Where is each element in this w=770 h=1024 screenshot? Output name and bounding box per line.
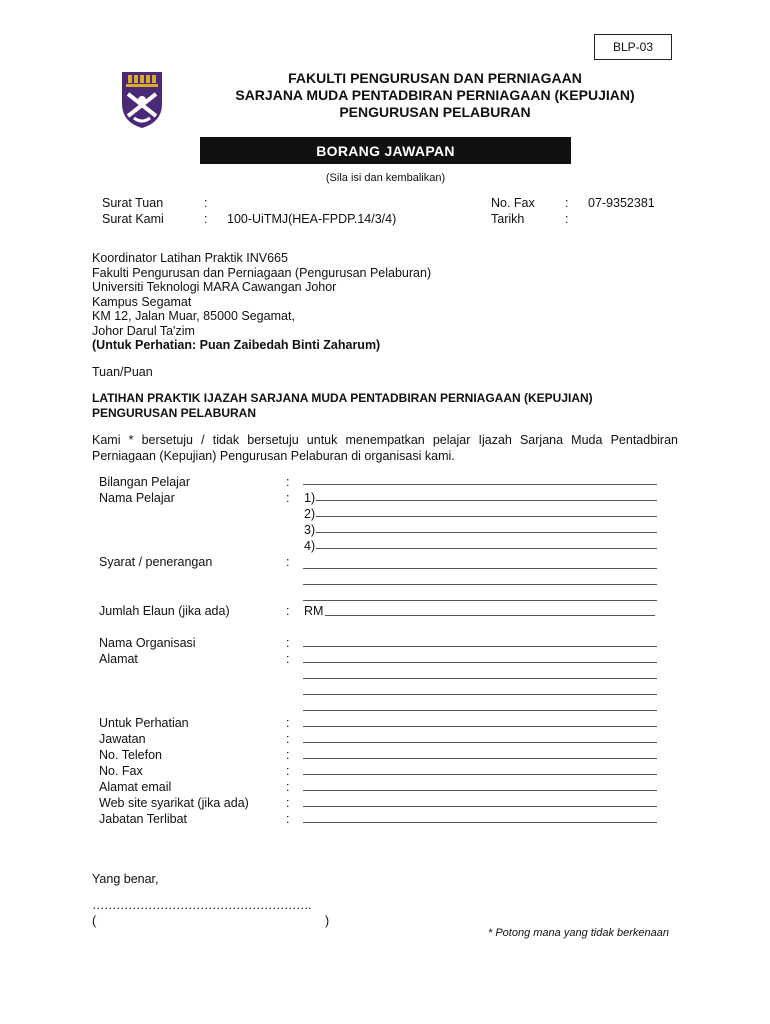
colon: : (286, 764, 290, 778)
nama-organisasi-label: Nama Organisasi (99, 636, 196, 650)
bilangan-label: Bilangan Pelajar (99, 475, 191, 489)
instruction-text: (Sila isi dan kembalikan) (325, 172, 446, 184)
subject-heading (92, 391, 593, 420)
alamat-input[interactable] (303, 652, 657, 663)
form-code: BLP-03 (612, 40, 654, 54)
subject-line: LATIHAN PRAKTIK IJAZAH SARJANA MUDA PENTADBIRAN PERNIAGAAN (KEPUJIAN) (92, 391, 593, 405)
colon: : (286, 812, 290, 826)
colon: : (565, 212, 569, 226)
jawatan-input[interactable] (303, 732, 657, 743)
colon: : (286, 475, 290, 489)
address-line: Kampus Segamat (92, 294, 192, 309)
student-number: 3) (304, 523, 316, 537)
colon: : (565, 196, 569, 210)
colon: : (286, 604, 290, 618)
student-number: 2) (304, 507, 316, 521)
recipient-address (92, 251, 431, 353)
student-name-input[interactable] (316, 522, 657, 533)
fax-label: No. Fax (491, 196, 535, 210)
program-subtitle: PENGURUSAN PELABURAN (339, 104, 531, 120)
colon: : (204, 212, 208, 226)
colon: : (286, 780, 290, 794)
name-close-paren: ) (325, 914, 330, 928)
alamat-label: Alamat (99, 652, 138, 666)
footnote: * Potong mana yang tidak berkenaan (488, 927, 670, 939)
elaun-label: Jumlah Elaun (jika ada) (99, 604, 230, 618)
alamat-input[interactable] (303, 684, 657, 695)
website-label: Web site syarikat (jika ada) (99, 796, 249, 810)
colon: : (286, 636, 290, 650)
fax-value: 07-9352381 (588, 196, 655, 210)
surat-kami-label: Surat Kami (102, 212, 164, 226)
uitm-logo (120, 70, 164, 130)
elaun-input[interactable] (325, 605, 655, 616)
alamat-input[interactable] (303, 700, 657, 711)
signature-line[interactable]: ………………………………………………. (92, 898, 311, 912)
student-name-input[interactable] (316, 506, 657, 517)
jabatan-label: Jabatan Terlibat (99, 812, 188, 826)
email-label: Alamat email (99, 780, 172, 794)
student-name-input[interactable] (316, 538, 657, 549)
student-number: 4) (304, 539, 316, 553)
jabatan-input[interactable] (303, 812, 657, 823)
jawatan-label: Jawatan (99, 732, 146, 746)
syarat-label: Syarat / penerangan (99, 555, 213, 569)
syarat-input[interactable] (303, 574, 657, 585)
address-line: Universiti Teknologi MARA Cawangan Johor (92, 280, 337, 294)
form-title: BORANG JAWAPAN (316, 142, 455, 159)
subject-line: PENGURUSAN PELABURAN (92, 405, 257, 420)
telefon-input[interactable] (303, 748, 657, 759)
nama-organisasi-input[interactable] (303, 636, 657, 647)
student-number: 1) (304, 491, 316, 505)
tarikh-label: Tarikh (491, 212, 525, 226)
salutation: Tuan/Puan (92, 365, 153, 379)
form-title-banner (200, 137, 571, 164)
colon: : (286, 732, 290, 746)
attention-line: (Untuk Perhatian: Puan Zaibedah Binti Zaharum) (92, 338, 381, 352)
untuk-perhatian-label: Untuk Perhatian (99, 716, 189, 730)
address-line: Johor Darul Ta'zim (92, 323, 195, 338)
yang-benar: Yang benar, (92, 872, 159, 886)
syarat-input[interactable] (303, 558, 657, 569)
faculty-title: FAKULTI PENGURUSAN DAN PERNIAGAAN (288, 70, 582, 86)
colon: : (286, 652, 290, 666)
colon: : (286, 555, 290, 569)
nama-pelajar-label: Nama Pelajar (99, 491, 175, 505)
fax-input[interactable] (303, 764, 657, 775)
colon: : (204, 196, 208, 210)
body-paragraph: Kami * bersetuju / tidak bersetuju untuk menempatkan pelajar Ijazah Sarjana Muda Pentadbiran Perniagaan (Kepujian) Pengurusan Pelaburan di organisasi kami. (92, 433, 678, 463)
address-line: Fakulti Pengurusan dan Perniagaan (Pengurusan Pelaburan) (92, 265, 432, 280)
student-name-input[interactable] (316, 490, 657, 501)
colon: : (286, 796, 290, 810)
bilangan-input[interactable] (303, 474, 657, 485)
colon: : (286, 748, 290, 762)
website-input[interactable] (303, 796, 657, 807)
address-line: Koordinator Latihan Praktik INV665 (92, 251, 288, 265)
address-line: KM 12, Jalan Muar, 85000 Segamat, (92, 309, 295, 323)
form-code-box (594, 34, 672, 60)
fax-field-label: No. Fax (99, 764, 143, 778)
colon: : (286, 491, 290, 505)
alamat-input[interactable] (303, 668, 657, 679)
surat-kami-value: 100-UiTMJ(HEA-FPDP.14/3/4) (227, 212, 397, 226)
name-open-paren: ( (92, 914, 97, 928)
colon: : (286, 716, 290, 730)
syarat-input[interactable] (303, 590, 657, 601)
program-title: SARJANA MUDA PENTADBIRAN PERNIAGAAN (KEPUJIAN) (235, 87, 635, 103)
email-input[interactable] (303, 780, 657, 791)
untuk-perhatian-input[interactable] (303, 716, 657, 727)
surat-tuan-label: Surat Tuan (102, 196, 164, 210)
rm-prefix: RM (304, 604, 324, 618)
telefon-label: No. Telefon (99, 748, 163, 762)
